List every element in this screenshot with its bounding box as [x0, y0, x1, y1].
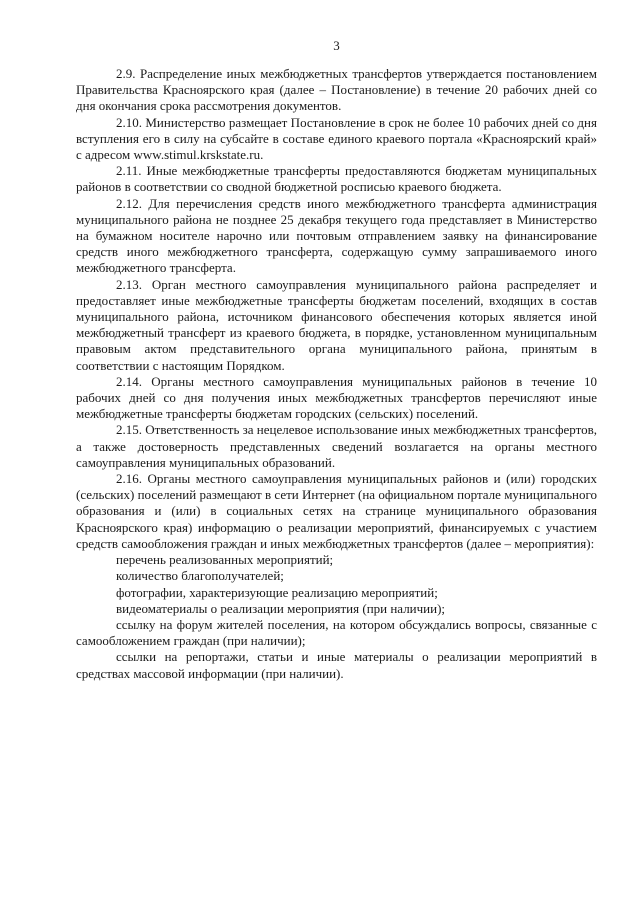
paragraph-2-15: 2.15. Ответственность за нецелевое использование иных межбюджетных трансфертов, а также достоверность представленных сведений возлагается на органы местного самоуправления муниципальных образований. — [76, 422, 597, 470]
paragraph-2-9: 2.9. Распределение иных межбюджетных трансфертов утверждается постановлением Правительства Красноярского края (далее – Постановление) в течение 20 рабочих дней со дня окончания срока рассмотрения документов. — [76, 66, 597, 114]
paragraph-2-13: 2.13. Орган местного самоуправления муниципального района распределяет и предоставляет иные межбюджетные трансферты бюджетам поселений, входящих в состав муниципального района, источником финансового обеспечения которых является иной межбюджетный трансферт из краевого бюджета, в порядке, установленном муниципальным правовым актом представительного органа муниципального района, принятым в соответствии с настоящим Порядком. — [76, 276, 597, 373]
paragraph-2-14: 2.14. Органы местного самоуправления муниципальных районов в течение 10 рабочих дней со дня получения иных межбюджетных трансфертов перечисляют иные межбюджетные трансферты бюджетам городских (сельских) поселений. — [76, 373, 597, 422]
list-item: фотографии, характеризующие реализацию мероприятий; — [116, 584, 438, 600]
list-item: ссылки на репортажи, статьи и иные материалы о реализации мероприятий в средствах массовой информации (при наличии). — [76, 649, 597, 681]
paragraph-2-10: 2.10. Министерство размещает Постановление в срок не более 10 рабочих дней со дня вступления его в силу на субсайте в составе единого краевого портала «Красноярский край» с адресом www.stimul.krskstate.ru. — [76, 114, 597, 163]
list-item: количество благополучателей; — [116, 568, 284, 584]
list-item: видеоматериалы о реализации мероприятия (при наличии); — [116, 600, 446, 616]
list-item: перечень реализованных мероприятий; — [116, 552, 334, 568]
paragraph-2-11: 2.11. Иные межбюджетные трансферты предоставляются бюджетам муниципальных районов в соответствии со сводной бюджетной росписью краевого бюджета. — [76, 163, 597, 195]
document-body — [76, 66, 597, 682]
list-item: ссылку на форум жителей поселения, на котором обсуждались вопросы, связанные с самообложением граждан (при наличии); — [76, 616, 597, 649]
paragraph-2-12: 2.12. Для перечисления средств иного межбюджетного трансферта администрация муниципального района не позднее 25 декабря текущего года представляет в Министерство на бумажном носителе нарочно или почтовым отправлением заявку на финансирование средств иного межбюджетного трансферта, содержащую сумму запрашиваемого иного межбюджетного трансферта. — [76, 195, 597, 276]
paragraph-2-16: 2.16. Органы местного самоуправления муниципальных районов и (или) городских (сельских) поселений размещают в сети Интернет (на официальном портале муниципального образования и (или) в социальных сетях на странице муниципального образования Красноярского края) информацию о реализации мероприятий, финансируемых с участием средств самообложения граждан и иных межбюджетных трансфертов (далее – мероприятия): — [76, 471, 597, 551]
page-number: 3 — [333, 38, 340, 53]
